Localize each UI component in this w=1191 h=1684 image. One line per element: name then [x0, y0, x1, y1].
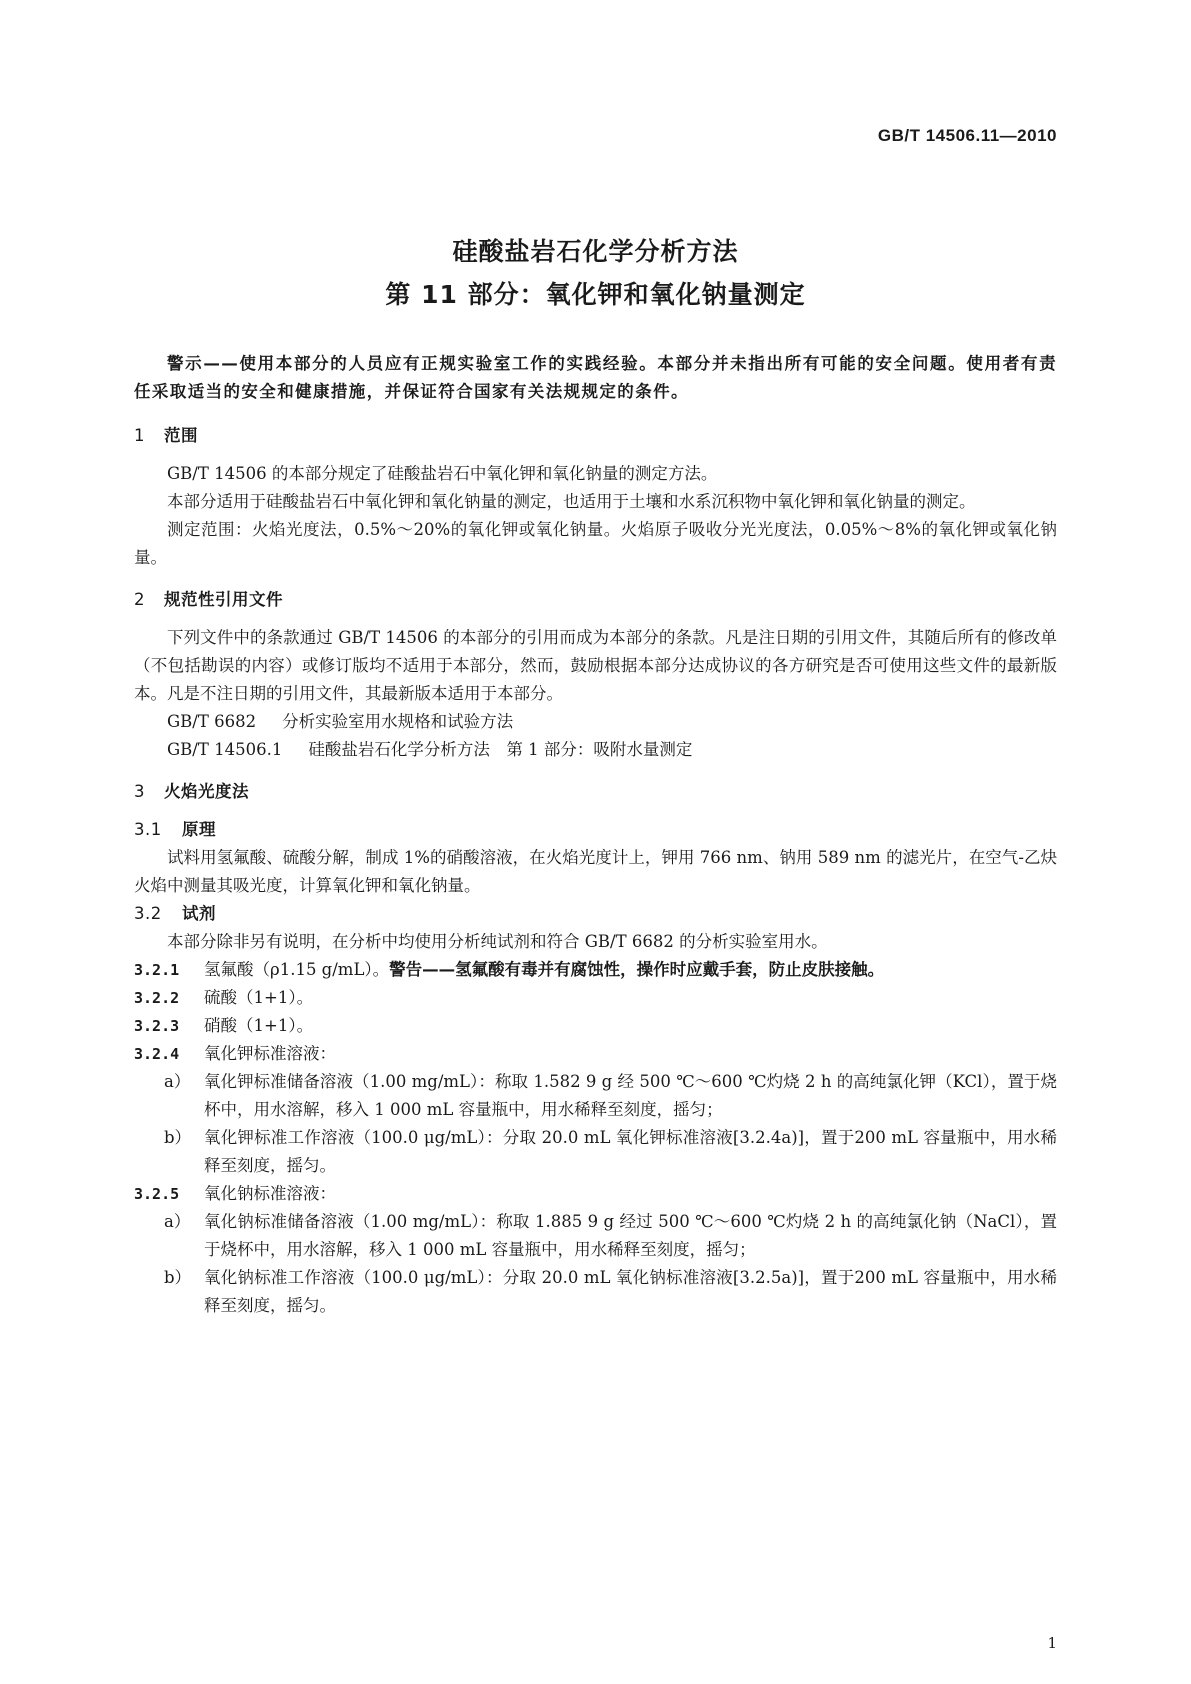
list-text: 氧化钠标准储备溶液（1.00 mg/mL）：称取 1.885 9 g 经过 500 ℃～600 ℃灼烧 2 h 的高纯氯化钠（NaCl），置于烧杯中，用水溶解，移入 1 000 mL 容量瓶中，用水稀释至刻度，摇匀；: [204, 1212, 1057, 1259]
list-item: [134, 1068, 1057, 1124]
section-title: 火焰光度法: [164, 782, 249, 801]
section-number: 3: [134, 782, 145, 801]
reagent-item-3-2-2: [134, 984, 1057, 1012]
reagent-item-3-2-1: [134, 956, 1057, 984]
scope-paragraph: GB/T 14506 的本部分规定了硅酸盐岩石中氧化钾和氧化钠量的测定方法。: [167, 464, 718, 483]
subsection-3-2-heading: [134, 900, 1057, 928]
list-text: 氧化钠标准工作溶液（100.0 μg/mL）：分取 20.0 mL 氧化钠标准溶液[3.2.5a)]，置于200 mL 容量瓶中，用水稀释至刻度，摇匀。: [204, 1268, 1057, 1315]
scope-paragraph: 测定范围：火焰光度法，0.5%～20%的氧化钾或氧化钠量。火焰原子吸收分光光度法，0.05%～8%的氧化钾或氧化钠量。: [134, 520, 1057, 567]
reagent-item-3-2-4: [134, 1040, 1057, 1068]
item-text: 氢氟酸（ρ1.15 g/mL）。: [204, 960, 390, 979]
section-1-heading: [134, 422, 1057, 450]
list-item: [134, 1208, 1057, 1264]
item-text: 硫酸（1+1）。: [204, 988, 314, 1007]
item-number: 3.2.3: [134, 1017, 180, 1035]
subsection-title: 原理: [182, 820, 216, 839]
safety-warning: 警示——使用本部分的人员应有正规实验室工作的实践经验。本部分并未指出所有可能的安全问题。使用者有责任采取适当的安全和健康措施，并保证符合国家有关法规规定的条件。: [134, 354, 1057, 401]
reagents-paragraph: 本部分除非另有说明，在分析中均使用分析纯试剂和符合 GB/T 6682 的分析实验室用水。: [167, 932, 828, 951]
list-item: [134, 1124, 1057, 1180]
section-3-heading: [134, 778, 1057, 806]
reference-item: [134, 708, 1057, 736]
section-number: 1: [134, 426, 145, 445]
reference-code: GB/T 14506.1: [167, 740, 283, 759]
document-subtitle: 第 11 部分：氧化钾和氧化钠量测定: [385, 280, 806, 309]
sublist-3-2-4: [134, 1068, 1057, 1180]
item-text: 氧化钾标准溶液：: [204, 1044, 336, 1063]
sublist-3-2-5: [134, 1208, 1057, 1320]
hf-warning: 警告——氢氟酸有毒并有腐蚀性，操作时应戴手套，防止皮肤接触。: [389, 960, 885, 979]
references-paragraph: 下列文件中的条款通过 GB/T 14506 的本部分的引用而成为本部分的条款。凡是注日期的引用文件，其随后所有的修改单（不包括勘误的内容）或修订版均不适用于本部分，然而，鼓励根据本部分达成协议的各方研究是否可使用这些文件的最新版本。凡是不注日期的引用文件，其最新版本适用于本部分。: [134, 628, 1057, 703]
page-number: 1: [1047, 1634, 1057, 1652]
list-item: [134, 1264, 1057, 1320]
section-title: 规范性引用文件: [164, 590, 283, 609]
reference-title: 分析实验室用水规格和试验方法: [282, 712, 514, 731]
reference-title: 硅酸盐岩石化学分析方法 第 1 部分：吸附水量测定: [308, 740, 693, 759]
list-text: 氧化钾标准工作溶液（100.0 μg/mL）：分取 20.0 mL 氧化钾标准溶液[3.2.4a)]，置于200 mL 容量瓶中，用水稀释至刻度，摇匀。: [204, 1128, 1057, 1175]
reagent-item-3-2-3: [134, 1012, 1057, 1040]
scope-paragraph: 本部分适用于硅酸盐岩石中氧化钾和氧化钠量的测定，也适用于土壤和水系沉积物中氧化钾和氧化钠量的测定。: [167, 492, 976, 511]
list-marker: b）: [164, 1268, 192, 1287]
item-number: 3.2.5: [134, 1185, 180, 1203]
section-number: 2: [134, 590, 145, 609]
document-body: [134, 350, 1057, 1320]
reference-code: GB/T 6682: [167, 712, 257, 731]
subsection-number: 3.1: [134, 820, 162, 839]
list-text: 氧化钾标准储备溶液（1.00 mg/mL）：称取 1.582 9 g 经 500 ℃～600 ℃灼烧 2 h 的高纯氯化钾（KCl），置于烧杯中，用水溶解，移入 1 000 mL 容量瓶中，用水稀释至刻度，摇匀；: [204, 1072, 1057, 1119]
reagent-item-3-2-5: [134, 1180, 1057, 1208]
item-text: 硝酸（1+1）。: [204, 1016, 314, 1035]
section-2-heading: [134, 586, 1057, 614]
list-marker: b）: [164, 1128, 192, 1147]
item-number: 3.2.4: [134, 1045, 180, 1063]
document-title: 硅酸盐岩石化学分析方法: [452, 237, 739, 266]
subsection-3-1-heading: [134, 816, 1057, 844]
list-marker: a）: [164, 1212, 191, 1231]
standard-number: GB/T 14506.11—2010: [877, 126, 1057, 145]
item-number: 3.2.2: [134, 989, 180, 1007]
reference-item: [134, 736, 1057, 764]
subsection-title: 试剂: [182, 904, 216, 923]
item-number: 3.2.1: [134, 961, 180, 979]
list-marker: a）: [164, 1072, 191, 1091]
subsection-number: 3.2: [134, 904, 162, 923]
item-text: 氧化钠标准溶液：: [204, 1184, 336, 1203]
section-title: 范围: [164, 426, 198, 445]
principle-paragraph: 试料用氢氟酸、硫酸分解，制成 1%的硝酸溶液，在火焰光度计上，钾用 766 nm、钠用 589 nm 的滤光片，在空气-乙炔火焰中测量其吸光度，计算氧化钾和氧化钠量。: [134, 848, 1057, 895]
